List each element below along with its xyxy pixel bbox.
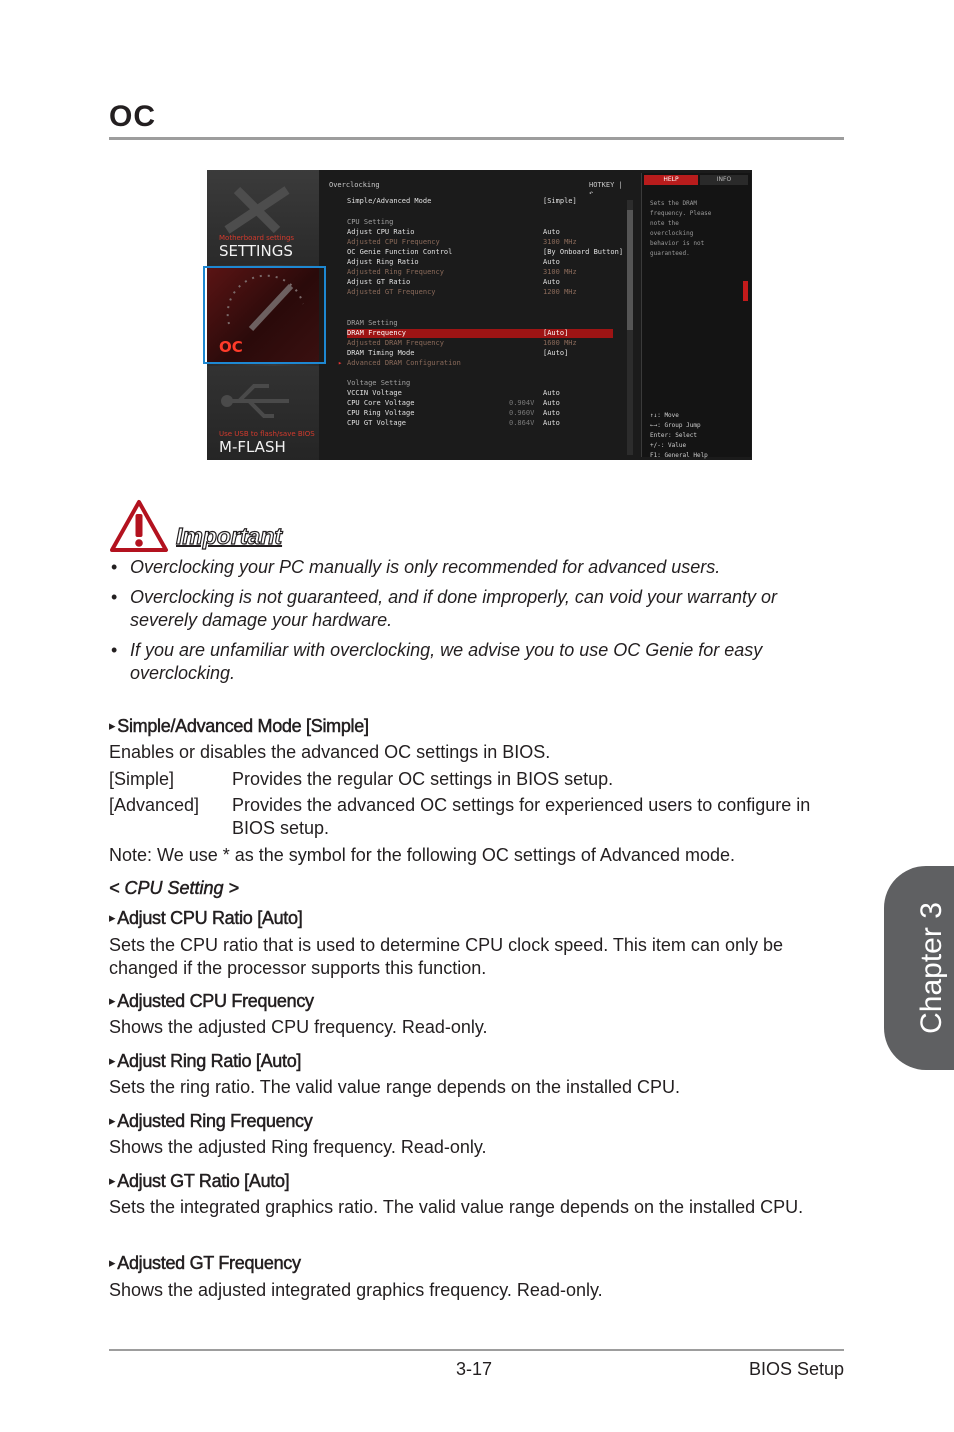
- section-heading: ▸ Adjusted GT Frequency: [109, 1252, 301, 1276]
- important-bullet: • Overclocking is not guaranteed, and if done improperly, can void your warranty or severely damage your hardware.: [109, 586, 839, 632]
- bios-menu-mflash: [207, 366, 319, 460]
- option-key: [Advanced]: [109, 795, 200, 815]
- bios-row: Adjusted CPU Frequency 3100 MHz: [347, 238, 577, 246]
- bios-group: Voltage Setting: [347, 379, 411, 387]
- bios-help-panel: [641, 173, 751, 457]
- chapter-tab-label: Chapter 3: [915, 902, 948, 1034]
- bios-row: DRAM Timing Mode [Auto]: [347, 349, 569, 357]
- bios-row: Adjusted DRAM Frequency 1600 MHz: [347, 339, 577, 347]
- page-number: 3-17: [456, 1359, 493, 1379]
- bios-row-selected: DRAM Frequency [Auto]: [347, 329, 613, 338]
- section-description: Sets the ring ratio. The valid value range depends on the installed CPU.: [109, 1077, 681, 1097]
- bios-hotkey: HOTKEY | ↶: [589, 181, 623, 197]
- section-heading: ▸ Adjust GT Ratio [Auto]: [109, 1170, 289, 1194]
- important-bullet: • If you are unfamiliar with overclocking, we advise you to use OC Genie for easy overclocking.: [109, 639, 839, 685]
- bios-menu-settings-label: SETTINGS: [219, 242, 293, 260]
- bios-menu-mflash-sub: Use USB to flash/save BIOS: [219, 430, 315, 438]
- section-description: Sets the CPU ratio that is used to determine CPU clock speed. This item can only be changed if the processor supports this function.: [109, 935, 783, 978]
- important-list: [109, 556, 839, 692]
- section-heading: ▸ Simple/Advanced Mode [Simple]: [109, 715, 369, 739]
- section-description: Sets the integrated graphics ratio. The valid value range depends on the installed CPU.: [109, 1197, 804, 1217]
- warning-icon: [109, 499, 169, 553]
- title-divider: [109, 137, 844, 140]
- oc-highlight-frame: [203, 266, 326, 364]
- bios-row: OC Genie Function Control [By Onboard Button]: [347, 248, 624, 256]
- bios-header-title: Overclocking: [329, 181, 380, 189]
- important-bullet: • Overclocking your PC manually is only recommended for advanced users.: [109, 556, 839, 579]
- bios-row: Adjust CPU Ratio Auto: [347, 228, 560, 236]
- bios-menu-settings: [207, 170, 319, 265]
- bios-row-submenu: ▸ Advanced DRAM Configuration: [347, 359, 613, 368]
- tools-icon: [217, 180, 307, 240]
- bios-group: DRAM Setting: [347, 319, 398, 327]
- bios-help-text: Sets the DRAM frequency. Please note the overclocking behavior is not guaranteed.: [650, 200, 712, 257]
- chapter-tab: [884, 866, 954, 1070]
- section-heading: ▸ Adjust CPU Ratio [Auto]: [109, 907, 302, 931]
- section-description: Shows the adjusted integrated graphics frequency. Read-only.: [109, 1280, 603, 1300]
- bios-row: Adjusted Ring Frequency 3100 MHz: [347, 268, 577, 276]
- option-key: [Simple]: [109, 769, 175, 789]
- bios-group: CPU Setting: [347, 218, 394, 226]
- bios-row: Adjust GT Ratio Auto: [347, 278, 560, 286]
- bios-menu-oc-label: OC: [219, 338, 243, 356]
- section-heading: ▸ Adjusted Ring Frequency: [109, 1110, 312, 1134]
- bios-row: Simple/Advanced Mode [Simple]: [347, 197, 577, 205]
- bios-tab-info: INFO: [700, 175, 748, 185]
- bios-key-legend: ↑↓: Move ←→: Group Jump Enter: Select +/-: Value F1: General Help: [650, 412, 708, 459]
- section-heading: ▸ Adjusted CPU Frequency: [109, 990, 314, 1014]
- section-description: Shows the adjusted Ring frequency. Read-only.: [109, 1137, 487, 1157]
- bios-menu-mflash-label: M-FLASH: [219, 438, 286, 456]
- bios-settings-panel: [325, 176, 625, 456]
- usb-icon: [219, 376, 299, 426]
- section-heading: ▸ Adjust Ring Ratio [Auto]: [109, 1050, 301, 1074]
- bios-tab-help: HELP: [644, 175, 698, 185]
- footer-title: BIOS Setup: [748, 1359, 844, 1379]
- option-description: Provides the regular OC settings in BIOS setup.: [232, 769, 614, 789]
- bios-header: [329, 181, 629, 197]
- note-text: Note: We use * as the symbol for the following OC settings of Advanced mode.: [109, 845, 735, 865]
- footer-divider: [109, 1349, 844, 1351]
- page-title: OC: [109, 100, 156, 133]
- bios-menu-settings-sub: Motherboard settings: [219, 234, 295, 242]
- bios-indicator: [743, 281, 748, 301]
- bios-row: CPU Core Voltage 0.904V Auto: [347, 399, 560, 407]
- important-heading: Important: [176, 523, 283, 549]
- bios-row: Adjusted GT Frequency 1200 MHz: [347, 288, 577, 296]
- option-description: Provides the advanced OC settings for experienced users to configure in BIOS setup.: [232, 795, 811, 838]
- group-heading: < CPU Setting >: [109, 878, 240, 898]
- bios-row: CPU GT Voltage 0.864V Auto: [347, 419, 560, 427]
- bios-row: CPU Ring Voltage 0.960V Auto: [347, 409, 560, 417]
- bios-row: Adjust Ring Ratio Auto: [347, 258, 560, 266]
- section-description: Enables or disables the advanced OC settings in BIOS.: [109, 742, 551, 762]
- bios-row: VCCIN Voltage Auto: [347, 389, 560, 397]
- bios-scrollbar: [627, 200, 633, 455]
- section-description: Shows the adjusted CPU frequency. Read-only.: [109, 1017, 488, 1037]
